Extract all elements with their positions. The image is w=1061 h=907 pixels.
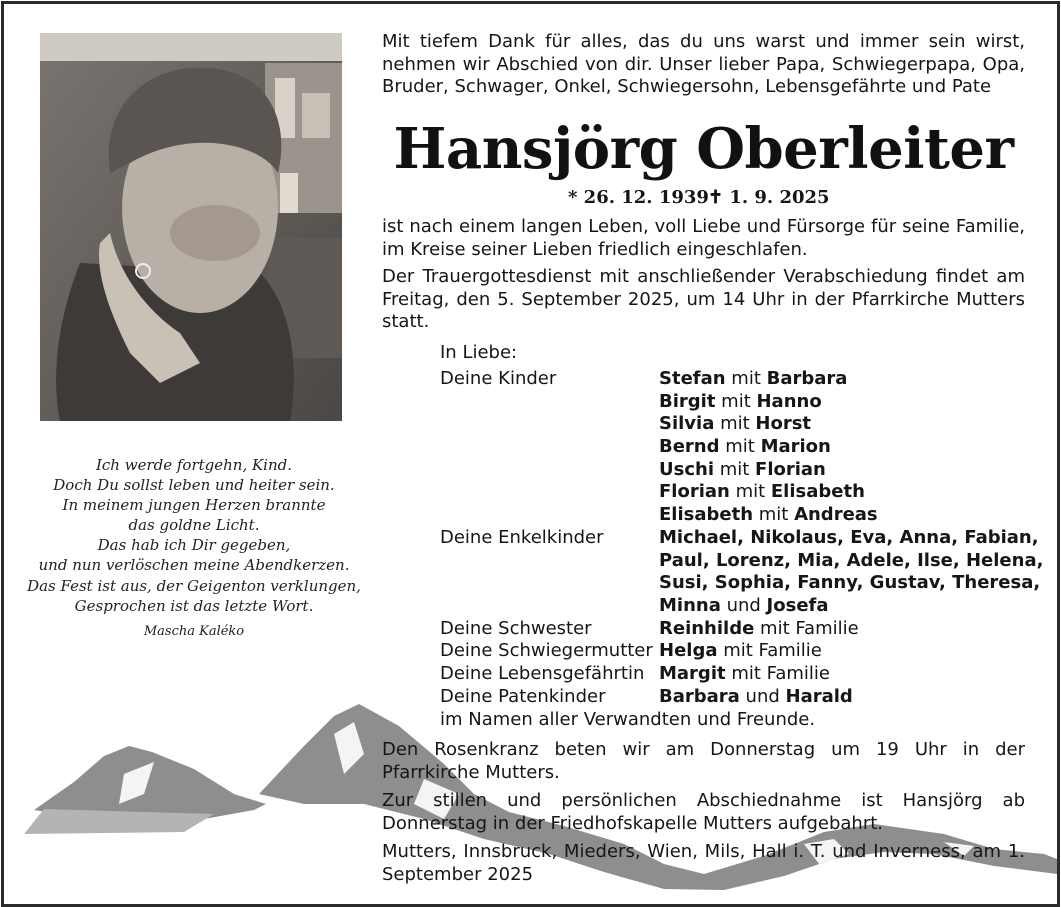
deceased-name: Hansjörg Oberleiter	[393, 116, 1014, 182]
member-name: Michael, Nikolaus, Eva, Anna, Fabian,	[659, 526, 1039, 548]
poem-line: Das Fest ist aus, der Geigenton verklungen,	[27, 576, 361, 595]
family-relation: Deine Kinder	[440, 368, 557, 389]
family-members	[659, 663, 830, 686]
member-name: Reinhilde	[659, 617, 755, 639]
member-name: Stefan	[659, 368, 726, 389]
member-name: Florian	[755, 458, 826, 480]
member-name: Hanno	[756, 390, 822, 412]
family-members	[659, 686, 853, 709]
relatives-line: im Namen aller Verwandten und Freunde.	[440, 709, 816, 730]
member-connector: mit Familie	[725, 662, 830, 684]
member-name: Andreas	[794, 504, 878, 526]
member-connector: mit	[714, 413, 756, 435]
family-members	[659, 504, 878, 527]
member-name: Helga	[659, 640, 718, 662]
member-name: Susi, Sophia, Fanny, Gustav, Theresa,	[659, 572, 1041, 594]
poem-line: Doch Du sollst leben und heiter sein.	[53, 476, 335, 495]
family-members	[659, 368, 847, 391]
member-name: Elisabeth	[659, 504, 754, 526]
family-members	[659, 595, 829, 618]
member-connector: mit	[713, 458, 756, 480]
rosary-text: Den Rosenkranz beten wir am Donnerstag um 19 Uhr in der Pfarrkirche Mutters.	[382, 739, 1025, 783]
member-connector: mit	[715, 390, 757, 412]
family-members	[659, 527, 1039, 550]
family-members	[659, 618, 859, 641]
member-name: Elisabeth	[770, 481, 865, 503]
poem-line: und nun verlöschen meine Abendkerzen.	[38, 556, 350, 575]
family-members	[659, 413, 811, 436]
family-members	[659, 572, 1040, 595]
birth-date: * 26. 12. 1939	[568, 187, 709, 208]
poem-line: Gesprochen ist das letzte Wort.	[74, 596, 314, 615]
family-relation: Deine Schwester	[440, 617, 592, 639]
portrait-photo	[40, 33, 342, 421]
member-name: Minna	[659, 594, 721, 616]
farewell-text: Zur stillen und persönlichen Abschiednahme ist Hansjörg ab Donnerstag in der Friedhofskapelle Mutters aufgebahrt.	[382, 790, 1025, 834]
member-name: Barbara	[659, 685, 740, 707]
member-name: Josefa	[766, 594, 829, 616]
member-connector: mit Familie	[717, 640, 822, 662]
member-name: Paul, Lorenz, Mia, Adele, Ilse, Helena,	[659, 549, 1044, 571]
in-love-heading: In Liebe:	[440, 342, 518, 363]
poem	[24, 455, 364, 642]
member-name: Birgit	[659, 390, 716, 412]
member-name: Marion	[760, 436, 831, 458]
member-connector: mit Familie	[754, 617, 859, 639]
member-connector: mit	[719, 436, 761, 458]
family-relation: Deine Schwiegermutter	[440, 640, 653, 662]
member-connector: und	[739, 685, 786, 707]
family-members	[659, 550, 1043, 573]
death-date: ✝ 1. 9. 2025	[708, 187, 830, 208]
intro-text: Mit tiefem Dank für alles, das du uns warst und immer sein wirst, nehmen wir Abschied von dir. Unser lieber Papa, Schwiegerpapa, Opa, Bruder, Schwager, Onkel, Schwiegersohn, Lebensgefährte und Pate	[382, 31, 1025, 97]
family-members	[659, 481, 865, 504]
member-connector: mit	[729, 481, 771, 503]
service-text: Der Trauergottesdienst mit anschließender Verabschiedung findet am Freitag, den 5. September 2025, um 14 Uhr in der Pfarrkirche Mutters statt.	[382, 266, 1025, 332]
poem-author: Mascha Kaléko	[143, 623, 245, 639]
member-name: Florian	[659, 481, 730, 503]
family-relation: Deine Lebensgefährtin	[440, 662, 645, 684]
place-date-text: Mutters, Innsbruck, Mieders, Wien, Mils, Hall i. T. und Inverness, am 1. September 2025	[382, 841, 1025, 885]
member-connector: und	[720, 594, 767, 616]
poem-line: Ich werde fortgehn, Kind.	[95, 456, 293, 474]
family-members	[659, 459, 826, 482]
member-connector: mit	[725, 368, 767, 389]
member-name: Harald	[785, 685, 853, 707]
member-name: Barbara	[766, 368, 848, 389]
family-members	[659, 391, 822, 414]
poem-line: In meinem jungen Herzen brannte	[62, 496, 326, 515]
family-relation: Deine Enkelkinder	[440, 526, 604, 548]
obituary-notice	[1, 1, 1060, 907]
member-name: Silvia	[659, 413, 715, 435]
member-name: Horst	[755, 413, 812, 435]
poem-line: Das hab ich Dir gegeben,	[97, 536, 291, 555]
member-name: Uschi	[659, 458, 714, 480]
poem-line: das goldne Licht.	[128, 516, 260, 535]
member-name: Margit	[659, 662, 726, 684]
member-connector: mit	[753, 504, 795, 526]
member-name: Bernd	[659, 436, 720, 458]
family-relation: Deine Patenkinder	[440, 685, 606, 707]
family-members	[659, 640, 822, 663]
passing-text: ist nach einem langen Leben, voll Liebe und Fürsorge für seine Familie, im Kreise seiner Lieben friedlich eingeschlafen.	[382, 216, 1025, 260]
family-members	[659, 436, 831, 459]
